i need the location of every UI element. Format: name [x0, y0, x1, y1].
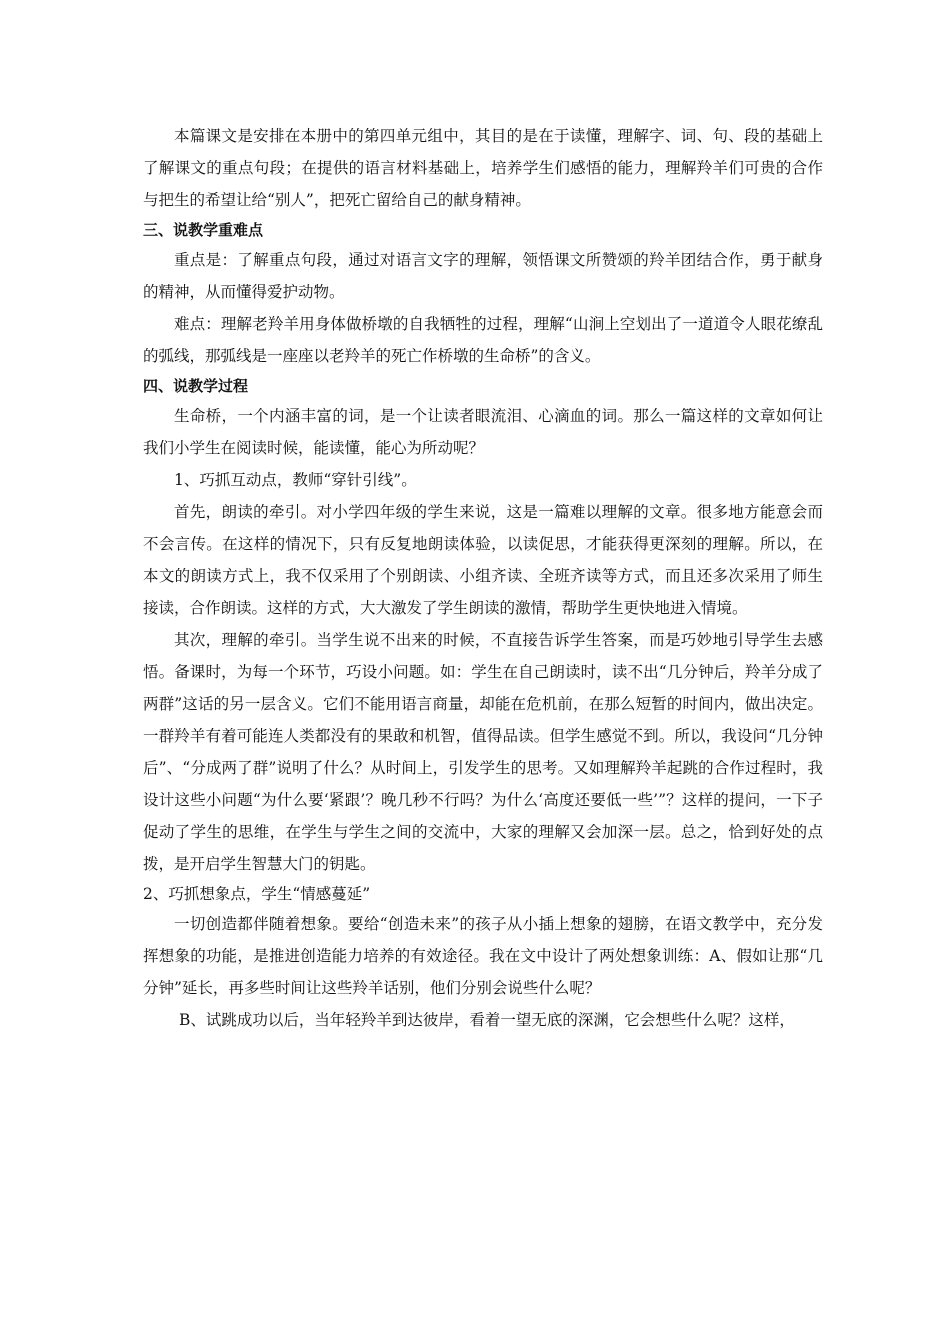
- section-heading-key-difficult-points: 三、说教学重难点: [143, 221, 264, 239]
- item-heading-interaction-point: 1、巧抓互动点，教师“穿针引线”。: [174, 471, 417, 489]
- paragraph-difficult-points: 难点：理解老羚羊用身体做桥墩的自我牺牲的过程，理解“山涧上空划出了一道道令人眼花缭乱的弧线，那弧线是一座座以老羚羊的死亡作桥墩的生命桥”的含义。: [143, 315, 823, 365]
- paragraph-imagination: 一切创造都伴随着想象。要给“创造未来”的孩子从小插上想象的翅膀，在语文教学中，充分发挥想象的功能，是推进创造能力培养的有效途径。我在文中设计了两处想象训练：A、假如让那“几分钟”延长，再多些时间让这些羚羊话别，他们分别会说些什么呢？: [143, 915, 823, 997]
- paragraph-reading-guidance: 首先，朗读的牵引。对小学四年级的学生来说，这是一篇难以理解的文章。很多地方能意会而不会言传。在这样的情况下，只有反复地朗读体验，以读促思，才能获得更深刻的理解。所以，在本文的朗读方式上，我不仅采用了个别朗读、小组齐读、全班齐读等方式，而且还多次采用了师生接读，合作朗读。这样的方式，大大激发了学生朗读的激情，帮助学生更快地进入情境。: [143, 503, 823, 617]
- paragraph-process-intro: 生命桥，一个内涵丰富的词，是一个让读者眼流泪、心滴血的词。那么一篇这样的文章如何让我们小学生在阅读时候，能读懂，能心为所动呢？: [143, 407, 823, 457]
- paragraph-intro: 本篇课文是安排在本册中的第四单元组中，其目的是在于读懂，理解字、词、句、段的基础上了解课文的重点句段；在提供的语言材料基础上，培养学生们感悟的能力，理解羚羊们可贵的合作与把生的希望让给“别人”，把死亡留给自己的献身精神。: [143, 127, 823, 209]
- document-body: [143, 120, 823, 1036]
- item-heading-imagination-point: 2、巧抓想象点，学生“情感蔓延”: [143, 885, 371, 903]
- paragraph-imagination-b: B、试跳成功以后，当年轻羚羊到达彼岸，看着一望无底的深渊，它会想些什么呢？这样，: [179, 1011, 795, 1029]
- paragraph-understanding-guidance: 其次，理解的牵引。当学生说不出来的时候，不直接告诉学生答案，而是巧妙地引导学生去感悟。备课时，为每一个环节，巧设小问题。如：学生在自己朗读时，读不出“几分钟后，羚羊分成了两群”这话的另一层含义。它们不能用语言商量，却能在危机前，在那么短暂的时间内，做出决定。一群羚羊有着可能连人类都没有的果敢和机智，值得品读。但学生感觉不到。所以，我设问“几分钟后”、“分成两了群”说明了什么？从时间上，引发学生的思考。又如理解羚羊起跳的合作过程时，我设计这些小问题“为什么要‘紧跟’？晚几秒不行吗？为什么‘高度还要低一些’”？这样的提问，一下子促动了学生的思维，在学生与学生之间的交流中，大家的理解又会加深一层。总之，恰到好处的点拨，是开启学生智慧大门的钥匙。: [143, 631, 823, 873]
- section-heading-teaching-process: 四、说教学过程: [143, 377, 249, 395]
- paragraph-key-points: 重点是：了解重点句段，通过对语言文字的理解，领悟课文所赞颂的羚羊团结合作，勇于献身的精神，从而懂得爱护动物。: [143, 251, 823, 301]
